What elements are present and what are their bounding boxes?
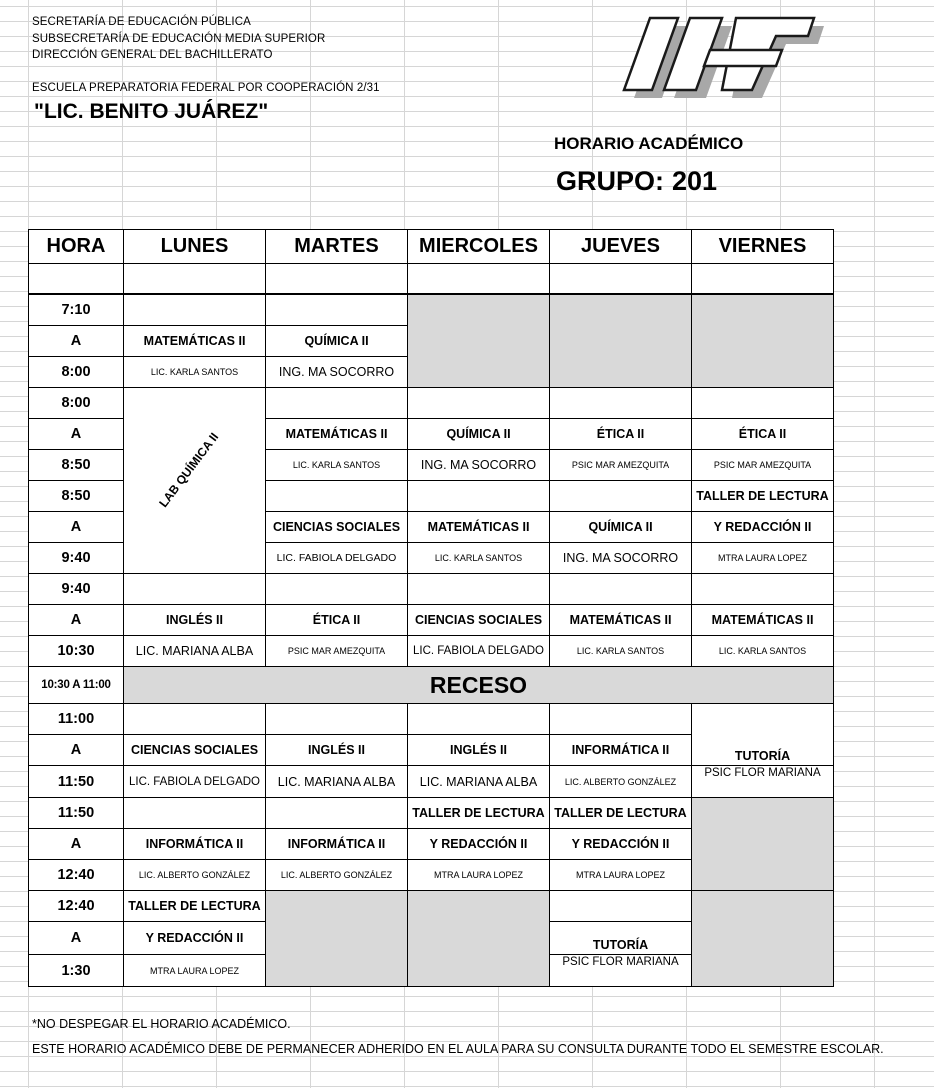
empty-slot [692, 294, 834, 388]
subject-name: TUTORÍA [550, 922, 692, 955]
footer-note-1: *NO DESPEGAR EL HORARIO ACADÉMICO. [32, 1017, 291, 1031]
col-header-hora: HORA [29, 230, 124, 264]
time-sep: A [29, 419, 124, 450]
teacher-name: MTRA LAURA LOPEZ [550, 860, 692, 891]
teacher-name: PSIC FLOR MARIANA [550, 955, 692, 987]
time-end: 12:40 [29, 860, 124, 891]
time-end: 1:30 [29, 955, 124, 987]
empty-slot [408, 891, 550, 987]
school-line: ESCUELA PREPARATORIA FEDERAL POR COOPERACIÓN 2/31 [32, 82, 380, 94]
schedule-table [28, 229, 834, 987]
time-start: 8:50 [29, 481, 124, 512]
col-header-miercoles: MIERCOLES [408, 230, 550, 264]
teacher-name: PSIC MAR AMEZQUITA [266, 636, 408, 667]
subject-name: ÉTICA II [266, 605, 408, 636]
teacher-name: ING. MA SOCORRO [408, 450, 550, 481]
subject-name: CIENCIAS SOCIALES [124, 735, 266, 766]
recess-label: RECESO [124, 667, 834, 704]
time-start: 11:50 [29, 798, 124, 829]
empty-slot [550, 294, 692, 388]
group-value: 201 [672, 166, 718, 196]
subject-name: TALLER DE LECTURA [124, 891, 266, 922]
subject-name: INGLÉS II [124, 605, 266, 636]
time-sep: A [29, 605, 124, 636]
col-header-lunes: LUNES [124, 230, 266, 264]
time-sep: A [29, 326, 124, 357]
lab-label: LAB QUÍMICA II [156, 430, 222, 510]
subject-name: TUTORÍA [692, 704, 834, 766]
subject-name: MATEMÁTICAS II [692, 605, 834, 636]
subject-name: QUÍMICA II [550, 512, 692, 543]
recess-row [29, 667, 834, 704]
time-end: 9:40 [29, 543, 124, 574]
subject-name: CIENCIAS SOCIALES [408, 605, 550, 636]
teacher-name: LIC. MARIANA ALBA [266, 766, 408, 798]
time-sep: A [29, 922, 124, 955]
doc-title: HORARIO ACADÉMICO [554, 134, 744, 153]
subject-name: TALLER DE LECTURA [692, 481, 834, 512]
time-sep: A [29, 735, 124, 766]
teacher-name: LIC. ALBERTO GONZÁLEZ [550, 766, 692, 798]
subject-name: INGLÉS II [408, 735, 550, 766]
table-row [29, 574, 834, 605]
teacher-name: LIC. FABIOLA DELGADO [408, 636, 550, 667]
teacher-name: LIC. KARLA SANTOS [692, 636, 834, 667]
teacher-name: LIC. FABIOLA DELGADO [124, 766, 266, 798]
subject-name: INGLÉS II [266, 735, 408, 766]
header-line-dgb: DIRECCIÓN GENERAL DEL BACHILLERATO [32, 49, 273, 61]
time-end: 8:00 [29, 357, 124, 388]
empty-slot [692, 798, 834, 891]
time-end: 8:50 [29, 450, 124, 481]
time-start: 7:10 [29, 294, 124, 326]
time-start: 8:00 [29, 388, 124, 419]
time-end: 11:50 [29, 766, 124, 798]
subject-name: INFORMÁTICA II [550, 735, 692, 766]
table-row [29, 798, 834, 829]
teacher-name: LIC. KARLA SANTOS [408, 543, 550, 574]
teacher-name: LIC. ALBERTO GONZÁLEZ [266, 860, 408, 891]
teacher-name: LIC. ALBERTO GONZÁLEZ [124, 860, 266, 891]
teacher-name: LIC. FABIOLA DELGADO [266, 543, 408, 574]
logo-mark [624, 18, 814, 90]
table-row [29, 766, 834, 798]
col-header-jueves: JUEVES [550, 230, 692, 264]
header-line-sep: SECRETARÍA DE EDUCACIÓN PÚBLICA [32, 16, 251, 28]
subject-name: ÉTICA II [550, 419, 692, 450]
teacher-name: ING. MA SOCORRO [266, 357, 408, 388]
lab-quimica-cell [124, 388, 266, 574]
teacher-name: MTRA LAURA LOPEZ [408, 860, 550, 891]
subject-name: Y REDACCIÓN II [408, 829, 550, 860]
subject-name: MATEMÁTICAS II [124, 326, 266, 357]
table-row [29, 294, 834, 326]
blank-row [29, 264, 834, 295]
time-start: 9:40 [29, 574, 124, 605]
empty-slot [692, 891, 834, 987]
subject-name: TALLER DE LECTURA [408, 798, 550, 829]
table-row [29, 891, 834, 922]
time-start: 11:00 [29, 704, 124, 735]
teacher-name: PSIC MAR AMEZQUITA [692, 450, 834, 481]
subject-name: MATEMÁTICAS II [550, 605, 692, 636]
group-label: GRUPO: [556, 166, 664, 196]
col-header-martes: MARTES [266, 230, 408, 264]
subject-name: QUÍMICA II [408, 419, 550, 450]
teacher-name: ING. MA SOCORRO [550, 543, 692, 574]
subject-name: MATEMÁTICAS II [408, 512, 550, 543]
subject-name: CIENCIAS SOCIALES [266, 512, 408, 543]
subject-name: QUÍMICA II [266, 326, 408, 357]
group-heading [556, 166, 717, 197]
teacher-name: LIC. KARLA SANTOS [266, 450, 408, 481]
subject-name: Y REDACCIÓN II [124, 922, 266, 955]
footer-note-2: ESTE HORARIO ACADÉMICO DEBE DE PERMANECER ADHERIDO EN EL AULA PARA SU CONSULTA DURANTE TODO EL SEMESTRE ESCOLAR. [32, 1042, 884, 1056]
empty-slot [266, 891, 408, 987]
teacher-name: LIC. KARLA SANTOS [550, 636, 692, 667]
recess-time: 10:30 A 11:00 [29, 667, 124, 704]
table-row [29, 636, 834, 667]
time-sep: A [29, 512, 124, 543]
header-line-sems: SUBSECRETARÍA DE EDUCACIÓN MEDIA SUPERIOR [32, 33, 326, 45]
subject-name: ÉTICA II [692, 419, 834, 450]
subject-name: Y REDACCIÓN II [550, 829, 692, 860]
time-end: 10:30 [29, 636, 124, 667]
col-header-viernes: VIERNES [692, 230, 834, 264]
school-name: "LIC. BENITO JUÁREZ" [34, 100, 269, 123]
teacher-name: PSIC MAR AMEZQUITA [550, 450, 692, 481]
subject-name: INFORMÁTICA II [266, 829, 408, 860]
teacher-name: LIC. KARLA SANTOS [124, 357, 266, 388]
teacher-name: MTRA LAURA LOPEZ [124, 955, 266, 987]
teacher-name: MTRA LAURA LOPEZ [692, 543, 834, 574]
table-row [29, 704, 834, 735]
teacher-name: LIC. MARIANA ALBA [408, 766, 550, 798]
bachillerato-logo [616, 14, 836, 102]
table-row [29, 605, 834, 636]
header-row [29, 230, 834, 264]
subject-name: Y REDACCIÓN II [692, 512, 834, 543]
subject-name: TALLER DE LECTURA [550, 798, 692, 829]
time-sep: A [29, 829, 124, 860]
table-row [29, 388, 834, 419]
subject-name: INFORMÁTICA II [124, 829, 266, 860]
time-start: 12:40 [29, 891, 124, 922]
empty-slot [408, 294, 550, 388]
teacher-name: PSIC FLOR MARIANA [692, 766, 834, 798]
teacher-name: LIC. MARIANA ALBA [124, 636, 266, 667]
subject-name: MATEMÁTICAS II [266, 419, 408, 450]
